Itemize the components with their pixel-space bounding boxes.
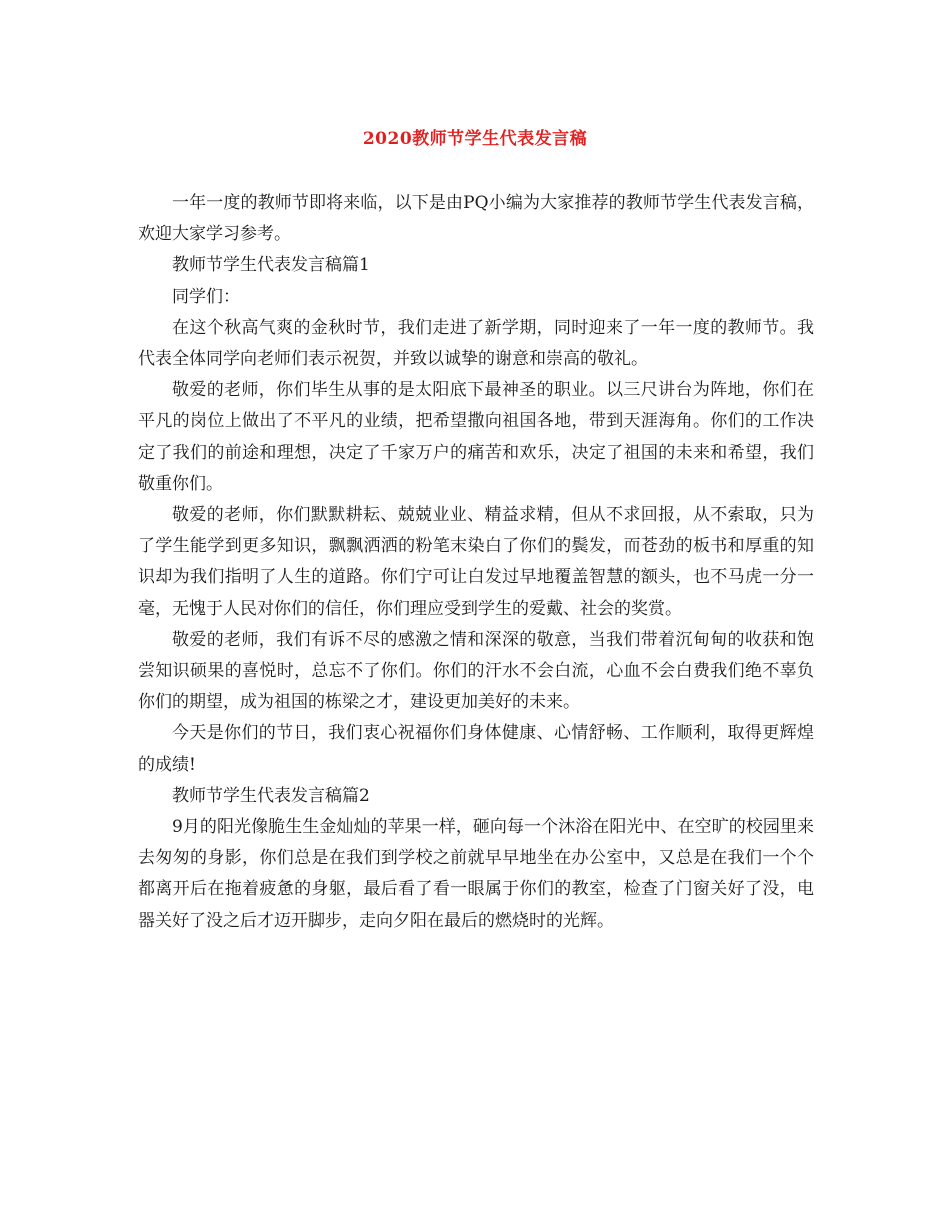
salutation: 同学们：	[172, 286, 240, 307]
document-title: 2020教师节学生代表发言稿	[362, 129, 588, 149]
paragraph: 敬爱的老师，我们有诉不尽的感激之情和深深的敬意，当我们带着沉甸甸的收获和饱尝知识硕果的喜悦时，总忘不了你们。你们的汗水不会白流，心血不会白费我们绝不辜负你们的期望，成为祖国的栋梁之才，建设更加美好的未来。	[138, 629, 814, 713]
paragraph: 敬爱的老师，你们默默耕耘、兢兢业业、精益求精，但从不求回报，从不索取，只为了学生能学到更多知识，飘飘洒洒的粉笔末染白了你们的鬓发，而苍劲的板书和厚重的知识却为我们指明了人生的道路。你们宁可让白发过早地覆盖智慧的额头，也不马虎一分一毫，无愧于人民对你们的信任，你们理应受到学生的爱戴、社会的奖赏。	[138, 505, 814, 619]
paragraph: 今天是你们的节日，我们衷心祝福你们身体健康、心情舒畅、工作顺利，取得更辉煌的成绩!	[138, 723, 814, 775]
paragraph: 在这个秋高气爽的金秋时节，我们走进了新学期，同时迎来了一年一度的教师节。我代表全体同学向老师们表示祝贺，并致以诚挚的谢意和崇高的敬礼。	[138, 317, 814, 370]
document-body	[138, 188, 814, 937]
section-heading-2: 教师节学生代表发言稿篇2	[172, 785, 370, 806]
section-heading-1: 教师节学生代表发言稿篇1	[172, 255, 370, 276]
paragraph-intro: 一年一度的教师节即将来临，以下是由PQ小编为大家推荐的教师节学生代表发言稿，欢迎大家学习参考。	[138, 193, 814, 245]
paragraph: 9月的阳光像脆生生金灿灿的苹果一样，砸向每一个沐浴在阳光中、在空旷的校园里来去匆匆的身影，你们总是在我们到学校之前就早早地坐在办公室中，又总是在我们一个个都离开后在拖着疲惫的身躯，最后看了看一眼属于你们的教室，检查了门窗关好了没，电器关好了没之后才迈开脚步，走向夕阳在最后的燃烧时的光辉。	[138, 817, 814, 931]
paragraph: 敬爱的老师，你们毕生从事的是太阳底下最神圣的职业。以三尺讲台为阵地，你们在平凡的岗位上做出了不平凡的业绩，把希望撒向祖国各地，带到天涯海角。你们的工作决定了我们的前途和理想，决定了千家万户的痛苦和欢乐，决定了祖国的未来和希望，我们敬重你们。	[138, 380, 814, 494]
